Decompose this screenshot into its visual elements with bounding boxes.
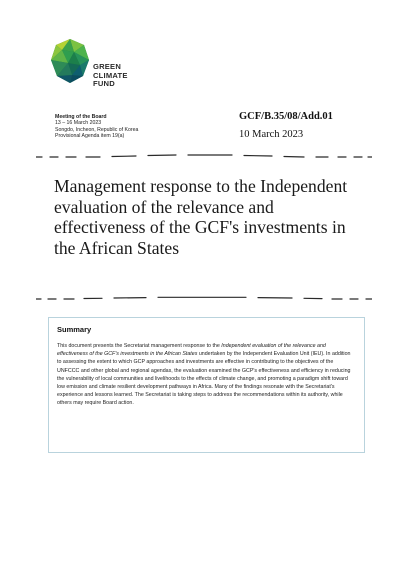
- document-reference: GCF/B.35/08/Add.01: [239, 111, 333, 122]
- meeting-title: Meeting of the Board: [55, 114, 107, 120]
- summary-box: [48, 317, 365, 453]
- summary-intro: This document presents the Secretariat management response to the: [57, 343, 222, 349]
- top-divider: [36, 152, 372, 160]
- summary-text: [57, 342, 356, 408]
- bottom-divider: [36, 294, 372, 302]
- gcf-logo-text: [93, 63, 128, 89]
- summary-heading: Summary: [57, 325, 92, 334]
- document-title: Management response to the Independent evaluation of the relevance and effectiveness of the GCF's investments in the African States: [54, 176, 348, 258]
- logo-line-green: GREEN: [93, 62, 122, 71]
- logo-line-climate: CLIMATE: [93, 70, 128, 80]
- summary-report-title: Independent evaluation of the relevance and effectiveness of the GCF's investments in the African States: [57, 343, 326, 358]
- meeting-info: [55, 114, 138, 140]
- meeting-agenda-item: Provisional Agenda item 19(a): [55, 133, 125, 140]
- summary-body: undertaken by the Independent Evaluation Unit (IEU). In addition to assessing the extent to which GCP approaches and investments are effective in contributing to the objectives of the UNFCCC and other global and regional agendas, the evaluation examined the GCP's effectiveness and efficiency in reducing the vulnerability of local communities and livelihoods to the effects of climate change, and promoting a paradigm shift toward low emission and climate resilient development pathways in Africa. Many of the findings resonate with the Secretariat's experience and lessons learned. The Secretariat is taking steps to address the recommendations within its authority, while others may require Board action.: [57, 351, 351, 407]
- logo-line-fund: FUND: [93, 79, 115, 89]
- document-date: 10 March 2023: [239, 129, 304, 140]
- gcf-globe-icon: [50, 38, 90, 84]
- gcf-logo: [50, 38, 160, 98]
- meeting-dates: 13 – 16 March 2023: [55, 120, 102, 127]
- meeting-location: Songdo, Incheon, Republic of Korea: [55, 126, 139, 133]
